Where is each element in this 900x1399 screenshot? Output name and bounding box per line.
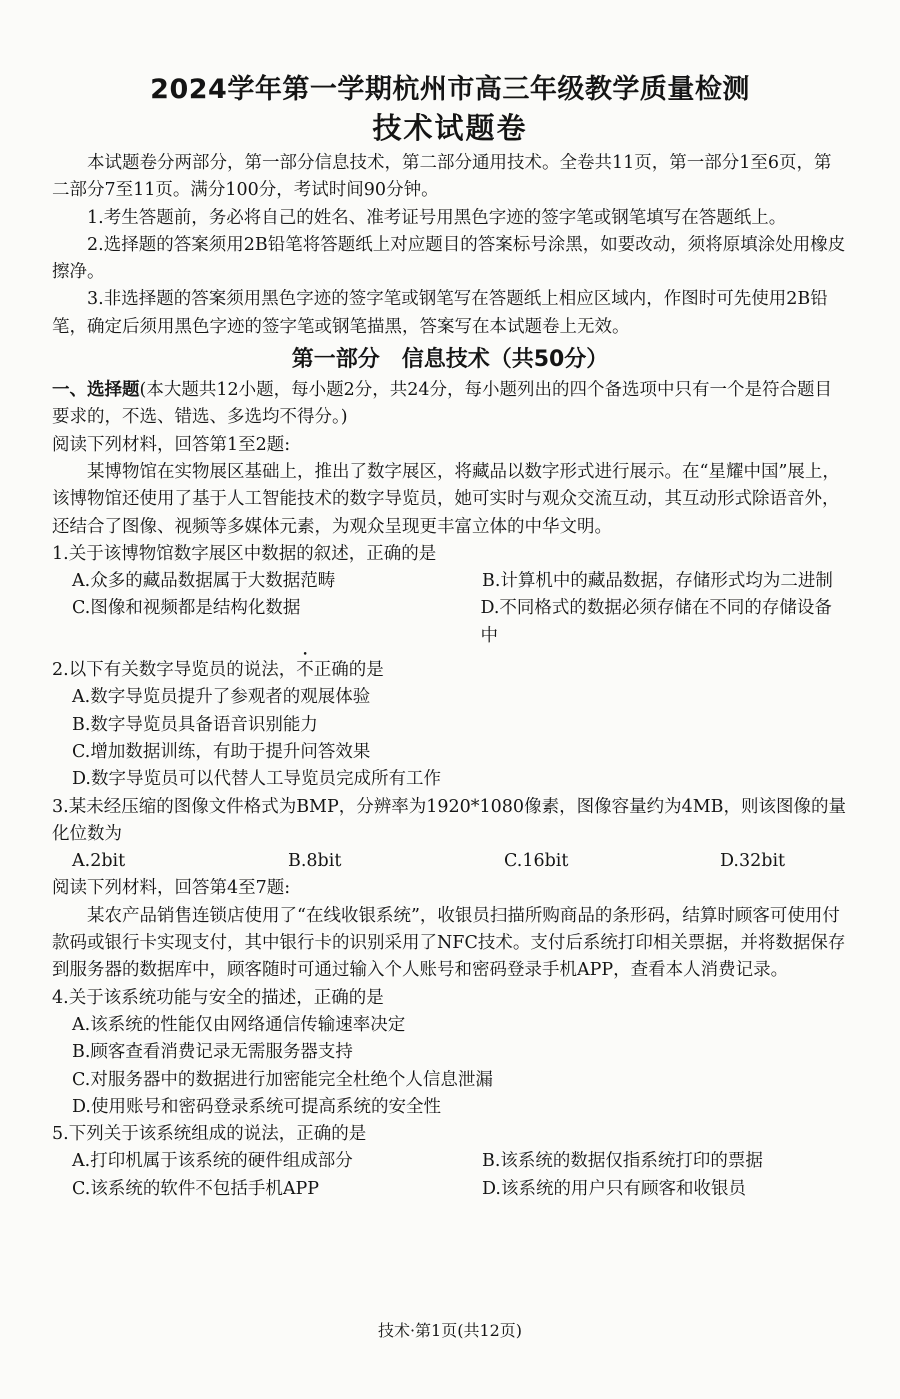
instruction-item-1: 1.考生答题前，务必将自己的姓名、准考证号用黑色字迹的签字笔或钢笔填写在答题纸上。 [87,207,787,228]
q3-option-a: A.2bit [72,851,126,872]
mc-section-label: 一、选择题 [52,380,140,401]
exam-title: 2024学年第一学期杭州市高三年级教学质量检测 [150,74,750,105]
material2-text: 某农产品销售连锁店使用了“在线收银系统”，收银员扫描所购商品的条形码，结算时顾客可使用付款码或银行卡实现支付，其中银行卡的识别采用了NFC技术。支付后系统打印相关票据，并将数据保存到服务器的数据库中，顾客随时可通过输入个人账号和密码登录手机APP，查看本人消费记录。 [52,905,846,981]
instruction-item-2: 2.选择题的答案须用2B铅笔将答题纸上对应题目的答案标号涂黑，如要改动，须将原填涂处用橡皮擦净。 [52,234,846,283]
q2-stem-suffix: 正确的是 [313,660,384,681]
question-2-options [52,684,848,793]
q4-option-b: B.顾客查看消费记录无需服务器支持 [72,1042,353,1063]
q5-option-c: C.该系统的软件不包括手机APP [72,1178,320,1199]
q5-option-b: B.该系统的数据仅指系统打印的票据 [482,1151,763,1172]
question-5-stem: 5.下列关于该系统组成的说法，正确的是 [52,1124,367,1145]
q2-option-a: A.数字导览员提升了参观者的观展体验 [72,687,371,708]
q4-option-a: A.该系统的性能仅由网络通信传输速率决定 [72,1014,406,1035]
question-3-stem: 3.某未经压缩的图像文件格式为BMP，分辨率为1920*1080像素，图像容量约为4MB，则该图像的量化位数为 [52,796,846,844]
question-1-stem: 1.关于该博物馆数字展区中数据的叙述，正确的是 [52,543,437,564]
question-4-options [52,1012,848,1121]
mc-section-header [52,377,848,432]
q1-option-d: D.不同格式的数据必须存储在不同的存储设备中 [480,598,832,646]
part1-heading: 第一部分 信息技术（共50分） [291,347,609,373]
q2-stem-prefix: 2.以下有关数字导览员的说法， [52,660,297,681]
q2-option-b: B.数字导览员具备语音识别能力 [72,714,318,735]
q4-option-d: D.使用账号和密码登录系统可提高系统的安全性 [72,1096,441,1117]
q3-option-c: C.16bit [504,851,569,872]
material1-text: 某博物馆在实物展区基础上，推出了数字展区，将藏品以数字形式进行展示。在“星耀中国”展上，该博物馆还使用了基于人工智能技术的数字导览员，她可实时与观众交流互动，其互动形式除语音外，还结合了图像、视频等多媒体元素，为观众呈现更丰富立体的中华文明。 [52,461,840,537]
q1-option-a: A.众多的藏品数据属于大数据范畴 [72,571,336,592]
instruction-item-3: 3.非选择题的答案须用黑色字迹的签字笔或钢笔写在答题纸上相应区域内，作图时可先使用2B铅笔，确定后须用黑色字迹的签字笔或钢笔描黑，答案写在本试题卷上无效。 [52,289,828,337]
question-1-options [52,568,848,650]
page-footer: 技术·第1页(共12页) [377,1321,523,1340]
question-3-options [52,848,848,875]
q3-option-b: B.8bit [288,851,342,872]
q5-option-a: A.打印机属于该系统的硬件组成部分 [72,1151,353,1172]
exam-subtitle: 技术试题卷 [372,111,528,145]
question-2-stem [52,650,848,684]
instructions-intro: 本试题卷分两部分，第一部分信息技术，第二部分通用技术。全卷共11页，第一部分1至6页，第二部分7至11页。满分100分，考试时间90分钟。 [52,153,832,201]
q4-option-c: C.对服务器中的数据进行加密能完全杜绝个人信息泄漏 [72,1069,493,1090]
q1-option-b: B.计算机中的藏品数据，存储形式均为二进制 [482,571,833,592]
mc-section-description: (本大题共12小题，每小题2分，共24分，每小题列出的四个备选项中只有一个是符合题目要求的，不选、错选、多选均不得分。) [52,380,832,428]
material1-lead: 阅读下列材料，回答第1至2题: [52,434,291,455]
q2-option-d: D.数字导览员可以代替人工导览员完成所有工作 [72,769,441,790]
q2-emphasis-mark: 不 [296,660,314,681]
q3-option-d: D.32bit [720,851,786,872]
question-5-options [52,1148,848,1203]
material2-lead: 阅读下列材料，回答第4至7题: [52,878,291,899]
q1-option-c: C.图像和视频都是结构化数据 [72,598,301,619]
q5-option-d: D.该系统的用户只有顾客和收银员 [482,1178,746,1199]
q2-option-c: C.增加数据训练，有助于提升问答效果 [72,741,371,762]
question-4-stem: 4.关于该系统功能与安全的描述，正确的是 [52,987,384,1008]
